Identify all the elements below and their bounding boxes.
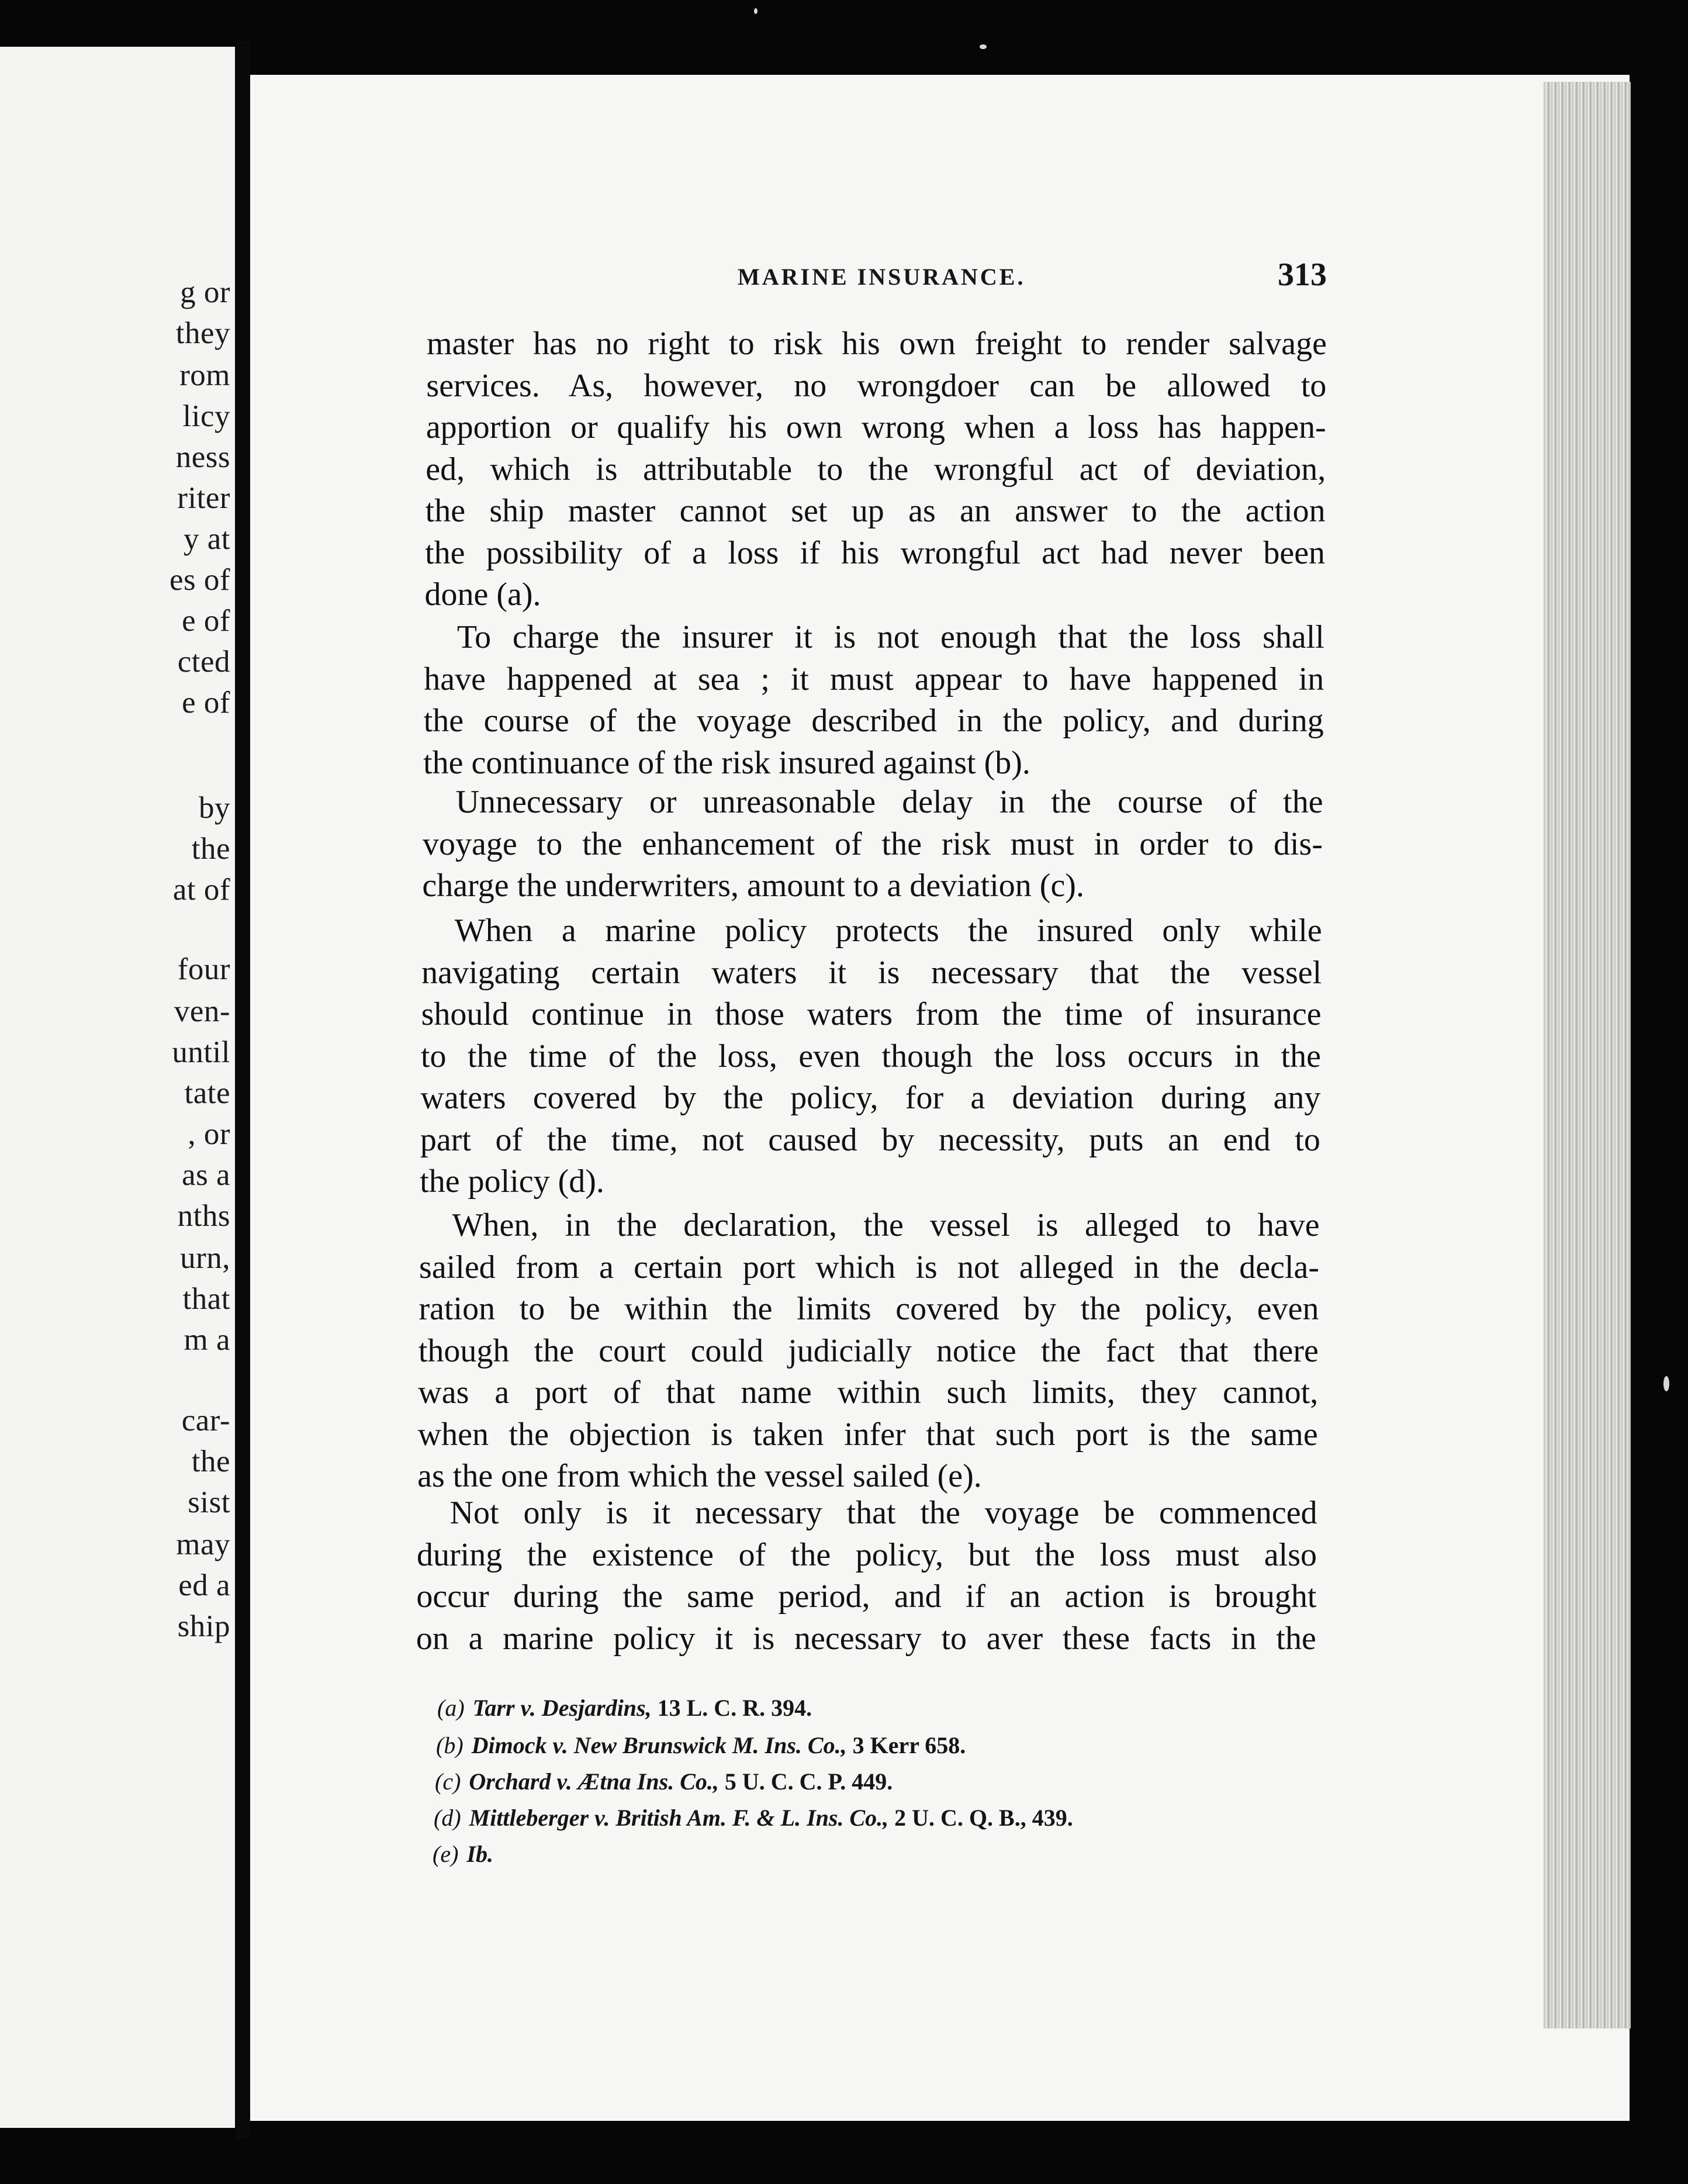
body-line: part of the time, not caused by necessity, puts an end to <box>420 1121 1320 1158</box>
footnote-mark: (e) <box>433 1841 459 1867</box>
previous-page-fragment: by <box>199 791 230 825</box>
previous-page-fragment: g or <box>180 275 230 309</box>
previous-page-fragment: ed a <box>178 1568 230 1602</box>
previous-page-fragment: ness <box>175 440 230 474</box>
body-line: as the one from which the vessel sailed (e). <box>417 1458 982 1494</box>
body-line: ed, which is attributable to the wrongful act of deviation, <box>426 451 1326 488</box>
body-line: master has no right to risk his own freight to render salvage <box>427 326 1327 362</box>
footnote-citation: 13 L. C. R. 394. <box>651 1695 812 1721</box>
previous-page-fragment: may <box>176 1528 230 1561</box>
previous-page-fragment: sist <box>188 1485 230 1519</box>
body-line: on a marine policy it is necessary to aver these facts in the <box>416 1620 1316 1657</box>
footnote <box>434 1804 1073 1831</box>
previous-page-fragment: m a <box>184 1323 230 1357</box>
body-line: though the court could judicially notice the fact that there <box>418 1332 1319 1369</box>
previous-page-fragment: that <box>182 1282 230 1316</box>
footnote-citation: 3 Kerr 658. <box>846 1732 966 1758</box>
previous-page-fragment: e of <box>182 604 230 638</box>
body-line: ration to be within the limits covered by the policy, even <box>418 1291 1319 1327</box>
previous-page-fragment: , or <box>188 1117 230 1151</box>
body-line: was a port of that name within such limits, they cannot, <box>418 1374 1319 1411</box>
body-line: during the existence of the policy, but the loss must also <box>417 1536 1317 1573</box>
footnote-citation: 2 U. C. Q. B., 439. <box>888 1805 1073 1831</box>
body-line: When a marine policy protects the insured only while <box>454 913 1322 949</box>
previous-page-fragment: ven- <box>174 994 230 1028</box>
body-line: Unnecessary or unreasonable delay in the course of the <box>455 784 1323 820</box>
previous-page-fragment: the <box>191 832 230 866</box>
previous-page-fragment: as a <box>182 1158 230 1192</box>
scan-speck <box>754 8 757 14</box>
body-line: occur during the same period, and if an action is brought <box>416 1578 1317 1615</box>
page-edges <box>1543 82 1631 2029</box>
footnote <box>437 1694 812 1722</box>
body-line: should continue in those waters from the time of insurance <box>421 996 1322 1032</box>
footnote-citation: 5 U. C. C. P. 449. <box>718 1768 893 1795</box>
previous-page-fragment: car- <box>181 1404 230 1437</box>
previous-page-fragment: licy <box>182 399 230 433</box>
scan-speck <box>1663 1376 1669 1391</box>
body-line: the ship master cannot set up as an answer to the action <box>425 493 1326 529</box>
body-line: navigating certain waters it is necessary that the vessel <box>421 954 1322 991</box>
previous-page-fragment: four <box>177 952 230 986</box>
footnote-mark: (c) <box>435 1768 461 1795</box>
footnote <box>435 1768 893 1795</box>
body-line: services. As, however, no wrongdoer can be allowed to <box>426 367 1327 404</box>
previous-page-fragment: until <box>172 1035 230 1069</box>
footnote-mark: (b) <box>436 1732 463 1758</box>
previous-page-fragment: at of <box>172 873 230 907</box>
page-number: 313 <box>1278 257 1327 293</box>
body-line: apportion or qualify his own wrong when a loss has happen- <box>426 409 1326 445</box>
footnote-case-name: Orchard v. Ætna Ins. Co., <box>469 1768 719 1795</box>
book-gutter <box>235 41 250 2140</box>
body-line: sailed from a certain port which is not alleged in the decla- <box>419 1249 1320 1285</box>
previous-page <box>0 47 235 2128</box>
body-line: the possibility of a loss if his wrongful act had never been <box>425 534 1326 571</box>
previous-page-fragment: ship <box>177 1609 230 1643</box>
previous-page-fragment: cted <box>177 645 230 679</box>
body-line: voyage to the enhancement of the risk must in order to dis- <box>422 825 1323 862</box>
footnote-case-name: Dimock v. New Brunswick M. Ins. Co., <box>471 1732 847 1758</box>
footnote-mark: (a) <box>437 1695 465 1721</box>
body-line: to the time of the loss, even though the loss occurs in the <box>421 1038 1321 1074</box>
footnote <box>436 1732 966 1759</box>
body-line: To charge the insurer it is not enough that the loss shall <box>456 619 1324 655</box>
previous-page-fragment: tate <box>184 1076 230 1110</box>
body-line: the continuance of the risk insured against (b). <box>423 744 1030 781</box>
footnote <box>433 1840 493 1868</box>
body-line: charge the underwriters, amount to a deviation (c). <box>422 868 1084 904</box>
footnote-case-name: Ib. <box>466 1841 493 1867</box>
body-line: done (a). <box>424 576 541 613</box>
body-line: Not only is it necessary that the voyage be commenced <box>449 1495 1317 1531</box>
body-line: the course of the voyage described in the policy, and during <box>423 703 1324 739</box>
footnote-case-name: Mittleberger v. British Am. F. & L. Ins. Co., <box>469 1805 889 1831</box>
body-line: When, in the declaration, the vessel is alleged to have <box>452 1207 1320 1243</box>
body-line: when the objection is taken infer that such port is the same <box>417 1416 1318 1453</box>
previous-page-fragment: e of <box>182 686 230 720</box>
footnote-mark: (d) <box>434 1805 461 1831</box>
running-head: MARINE INSURANCE. <box>738 264 1026 290</box>
footnote-case-name: Tarr v. Desjardins, <box>472 1695 652 1721</box>
body-line: the policy (d). <box>420 1163 604 1200</box>
previous-page-fragment: y at <box>184 522 230 556</box>
previous-page-fragment: es of <box>169 563 230 597</box>
previous-page-fragment: nths <box>177 1199 230 1233</box>
scan-speck <box>980 44 987 49</box>
previous-page-fragment: rom <box>179 358 230 392</box>
previous-page-fragment: the <box>191 1445 230 1478</box>
previous-page-fragment: riter <box>177 481 230 515</box>
previous-page-fragment: they <box>175 316 230 350</box>
body-line: waters covered by the policy, for a deviation during any <box>420 1080 1321 1116</box>
body-line: have happened at sea ; it must appear to have happened in <box>424 661 1324 697</box>
previous-page-fragment: urn, <box>180 1241 230 1275</box>
